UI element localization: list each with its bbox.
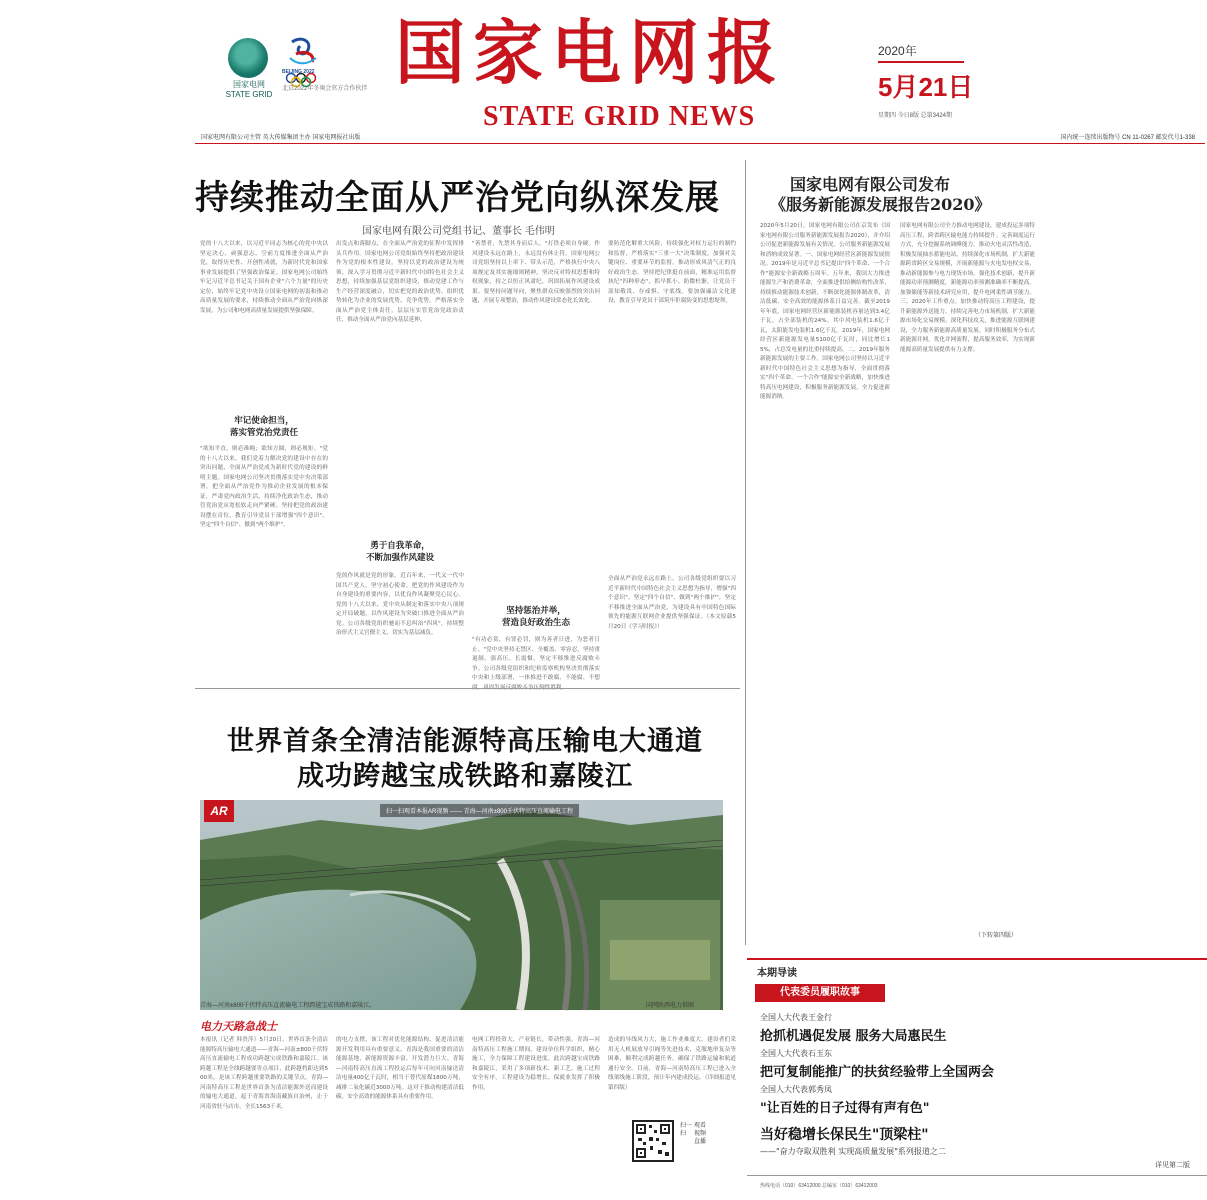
guide-item-headline[interactable]: 抢抓机遇促发展 服务大局惠民生 bbox=[760, 1029, 947, 1044]
date-day: 5月21日 bbox=[878, 72, 974, 102]
guide-item[interactable] bbox=[760, 1122, 946, 1157]
newspaper-title-english: STATE GRID NEWS bbox=[483, 101, 756, 132]
article-2-column-2 bbox=[900, 222, 1035, 927]
article-1-col3-text: "善禁者，先禁其身而后人。"打铁必须自身硬。作风建设永远在路上，永远没有休止符。国家电网公司党组坚持以上率下、带头示范，严格执行中央八项规定及其实施细则精神，坚决反对特权思想和特权现象，持之以恒正风肃纪，巩固拓展作风建设成果。要坚持问题导向，聚焦群众反映强烈的突出问题，开展专项整治，推动作风建设常态化长效化。 bbox=[472, 241, 600, 304]
article-1-col1-text: 党的十八大以来，以习近平同志为核心的党中央以坚定决心、顽强意志、空前力度推进全面从严治党，取得历史性、开创性成就，为新时代党和国家事业发展提供了坚强政治保证。国家电网公司始终牢记习近平总书记关于国有企业"六个力量"的历史定位，始终牢记党中央设立国家电网的初衷和推动高质量发展的要求，持续推动全面从严治党向纵深发展，为公司和电网高质量发展提供坚强保障。 bbox=[200, 241, 328, 314]
qr-label-2: 观看视频直播 bbox=[694, 1123, 707, 1145]
article-divider bbox=[195, 688, 740, 689]
article-1-column-2b bbox=[336, 572, 464, 680]
guide-item[interactable] bbox=[760, 1012, 947, 1044]
article-1-column-3 bbox=[472, 240, 600, 600]
article-1-byline: 国家电网有限公司党组书记、董事长 毛伟明 bbox=[362, 226, 555, 237]
article-1-col2b-text: 党的作风就是党的形象。近百年来，一代又一代中国共产党人，坚守初心使命，把党的作风建设作为自身建设的重要内容，以优良作风凝聚党心民心。党的十八大以来，党中央从制定和落实中央八项规定开局破题，以作风建设为突破口推进全面从严治党。公司各级党组织驰而不息纠治"四风"，持续整治形式主义官僚主义，切实为基层减负。 bbox=[336, 573, 464, 636]
article-1-column-3b bbox=[472, 636, 600, 680]
beijing-2022-emblem-icon bbox=[282, 36, 328, 86]
state-grid-logo-text: 国家电网 STATE GRID bbox=[225, 80, 273, 99]
beijing-2022-logo-text: BEIJING 2022 bbox=[282, 69, 315, 75]
guide-item-headline[interactable]: "让百姓的日子过得有声有色" bbox=[760, 1101, 930, 1116]
footer-info: 热线电话（010）63412000 总编室（010）63412003 bbox=[760, 1183, 878, 1189]
issue-info: 星期四 今日8版 总第3424期 bbox=[878, 113, 953, 119]
river-valley-photo bbox=[200, 800, 723, 1010]
article-3-column-tag: 电力天路急战士 bbox=[200, 1020, 277, 1033]
guide-item-kicker: 全国人大代表郭秀凤 bbox=[760, 1085, 832, 1094]
article-1-col4-text: 要防范化解重大风险，持续强化对权力运行的制约和监督，严格落实"三重一大"决策制度，加强对关键岗位、重要环节的监督，推动形成风清气正的良好政治生态。坚持把纪律挺在前面，精准运用监督执纪"四种形态"，抓早抓小、防微杜渐，让党员干部知敬畏、存戒惧、守底线。要加强廉洁文化建设，教育引导党员干部筑牢拒腐防变的思想堤坝。 bbox=[608, 241, 736, 304]
guide-badge: 代表委员履职故事 bbox=[755, 984, 885, 1002]
registration-info: 国内统一连续出版物号 CN 11-0267 邮发代号1-338 bbox=[1060, 135, 1195, 141]
article-3-column-3 bbox=[472, 1036, 600, 1196]
column-divider bbox=[745, 160, 746, 945]
article-2-continued[interactable]: （下转第四版） bbox=[975, 932, 1018, 939]
article-3-headline-line-1[interactable]: 世界首条全清洁能源特高压输电大通道 bbox=[227, 726, 703, 757]
article-1-column-4b bbox=[608, 575, 736, 680]
ar-badge[interactable]: AR bbox=[204, 800, 234, 822]
date-block bbox=[878, 42, 1008, 119]
date-year: 2020年 bbox=[878, 42, 964, 63]
article-1-column-4 bbox=[608, 240, 736, 570]
article-3-column-1 bbox=[200, 1036, 328, 1196]
publisher-info: 国家电网有限公司主管 英大传媒集团主办 国家电网报社出版 bbox=[201, 135, 361, 141]
guide-section bbox=[747, 958, 1207, 978]
article-1-column-1 bbox=[200, 240, 328, 410]
article-3-col4-text: 造成的导线风力大，施工作业难度大，建设者们采用无人机展放导引绳等先进技术，克服地形复杂等困难，顺利完成跨越任务，确保了铁路运输和航道通行安全。目前，青海—河南特高压工程已进入全线架线施工阶段，预计年内建成投运。（详细报道见第四版） bbox=[608, 1037, 736, 1091]
article-3-col2-text: 的电力支撑，该工程对优化能源结构、促进清洁能源开发利用具有重要意义。青海是我国重要的清洁能源基地，新能源资源丰富，开发潜力巨大。青海—河南特高压直流工程投运后每年可向河南输送清洁电量400亿千瓦时，相当于替代原煤1800万吨，减排二氧化碳近3000万吨。这对于推动构建清洁低碳、安全高效的能源体系具有重要作用。 bbox=[336, 1037, 464, 1100]
article-3-photo bbox=[200, 800, 723, 1010]
article-1-subhead-2: 勇于自我革命， 不断加强作风建设 bbox=[365, 541, 434, 563]
article-3-col1-text: 本报讯（记者 韩贵萍）5月20日，世界首条全清洁能源特高压输电大通道——青海—河南±800千伏特高压直流输电工程成功跨越宝成铁路和嘉陵江。该跨越工程是全线跨越要害点项目，此跨越档距达到500米，是该工程跨越重要铁路的关键节点。青海—河南特高压工程是世界首条为清洁能源外送而建设的输电大通道，起于青海省海南藏族自治州，止于河南省驻马店市，全长1563千米。 bbox=[200, 1037, 328, 1110]
photo-credit: 国网陕西电力供图 bbox=[646, 1003, 695, 1009]
article-2-kicker[interactable]: 国家电网有限公司发布 bbox=[790, 175, 951, 194]
guide-item-subhead: ——"奋力夺取双胜利 实现高质量发展"系列报道之二 bbox=[760, 1147, 946, 1156]
article-1-subhead-3: 坚持惩治并举， 营造良好政治生态 bbox=[501, 606, 570, 628]
article-2-col1-text: 2020年5月20日，国家电网有限公司在京发布《国家电网有限公司服务新能源发展报告2020》，并介绍公司促进新能源发展有关情况。公司服务新能源发展和消纳成效显著。一、国家电网经营区新能源发展情况。2019年是习近平总书记提出"四个革命、一个合作"能源安全新战略五周年。五年来，我国大力推进能源生产和消费革命，全面推进供给侧结构性改革，持续推动能源技术创新，不断深化能源体制改革，清洁低碳、安全高效的能源体系日益完善。截至2019年年底，国家电网经营区新能源装机容量达到3.4亿千瓦，占全部装机的24%。其中风电装机1.6亿千瓦，太阳能发电装机1.6亿千瓦。2019年，国家电网经营区新能源发电量5100亿千瓦时，同比增长15%，占总发电量的比重持续提高。二、2019年服务新能源发展的主要工作。国家电网公司坚持以习近平新时代中国特色社会主义思想为指导，全面贯彻落实"四个革命、一个合作"能源安全新战略，加快推进特高压电网建设，积极服务新能源发展，全力促进新能源消纳。 bbox=[760, 223, 890, 400]
newspaper-title: 国家电网报 bbox=[395, 11, 785, 94]
guide-section-title: 本期导读 bbox=[757, 968, 797, 979]
article-2-column-1 bbox=[760, 222, 890, 942]
article-3-col3-text: 电网工程投资大、产业链长，带动性强。青海—河南特高压工程施工期间，建设单位科学组织，精心施工，全力保障工程建设进度。此次跨越宝成铁路和嘉陵江，采用了多项新技术、新工艺，施工过程安全有序。工程建设为稳增长、保就业发挥了积极作用。 bbox=[472, 1037, 600, 1091]
article-1-column-2 bbox=[336, 240, 464, 530]
guide-item-headline[interactable]: 把可复制能推广的扶贫经验带上全国两会 bbox=[760, 1065, 995, 1080]
article-3-column-4 bbox=[608, 1036, 736, 1116]
article-1-col1b-text: "欲知平直，则必准绳；欲知方圆，则必规矩。"党的十八大以来，我们党着力解决党的建设中存在的突出问题，全面从严治党成为新时代党的建设的鲜明主题。国家电网公司坚决贯彻落实党中央决策部署，把全面从严治党作为推动企业发展的根本保证，严肃党内政治生活，持续净化政治生态，推动管党治党从宽松软走向严紧硬。坚持把党的政治建设摆在首位，教育引导党员干部增强"四个意识"、坚定"四个自信"、做到"两个维护"。 bbox=[200, 446, 328, 528]
guide-item[interactable] bbox=[760, 1084, 930, 1116]
qr-label-1: 扫一扫 bbox=[680, 1123, 693, 1137]
article-3-column-2 bbox=[336, 1036, 464, 1196]
guide-item[interactable] bbox=[760, 1048, 994, 1080]
guide-item-kicker: 全国人大代表石玉东 bbox=[760, 1049, 832, 1058]
article-2-headline[interactable]: 《服务新能源发展报告2020》 bbox=[770, 195, 991, 214]
article-3-headline-line-2[interactable]: 成功跨越宝成铁路和嘉陵江 bbox=[297, 761, 633, 792]
guide-item-headline[interactable]: 当好稳增长保民生"顶梁柱" bbox=[760, 1127, 929, 1143]
publisher-strip bbox=[195, 128, 1205, 144]
article-1-col2-text: 出发点和落脚点，在全面从严治党的征程中发挥排头兵作用。国家电网公司党组始终坚持把政治建设作为党的根本性建设，坚持以党的政治建设为统领，深入学习贯彻习近平新时代中国特色社会主义思想，持续加强基层党组织建设，推动党建工作与生产经营深度融合，切实把党的政治优势、组织优势转化为企业的发展优势、竞争优势。严格落实全面从严治党主体责任，层层压实管党治党政治责任，推动全面从严治党向基层延伸。 bbox=[336, 241, 464, 323]
article-1-column-1b bbox=[200, 445, 328, 680]
qr-code[interactable] bbox=[632, 1120, 674, 1162]
article-1-col4b-text: 全面从严治党永远在路上。公司各级党组织要以习近平新时代中国特色社会主义思想为指导，增强"四个意识"、坚定"四个自信"、做到"两个维护"，坚定不移推进全面从严治党，为建设具有中国特色国际领先的能源互联网企业提供坚强保证。（本文原载5月20日《学习时报》） bbox=[608, 576, 736, 630]
article-2-col2-text: 国家电网有限公司全力推动电网建设，建成投运多项特高压工程，跨省跨区输电能力持续提升。完善调度运行方式，充分挖掘系统调峰能力，推动火电灵活性改造，积极发展抽水蓄能电站。持续深化市场机制，扩大新能源跨省跨区交易规模，开展新能源与火电发电权交易，推动新能源参与电力现货市场。强化技术创新，提升新能源功率预测精度，新能源功率预测准确率不断提高。加强储能等新技术研究应用，提升电网柔性调节能力。三、2020年工作重点。加快推动特高压工程建设，提升新能源外送能力。持续完善电力市场机制，扩大新能源市场化交易规模。深化科技攻关，推进能源互联网建设，全力服务新能源高质量发展。同时积极服务分布式新能源并网，优化并网流程，提高服务效率，为实现新能源高质量发展提供有力支撑。 bbox=[900, 223, 1035, 353]
guide-item-kicker: 全国人大代表王金行 bbox=[760, 1013, 832, 1022]
footer-divider bbox=[747, 1175, 1207, 1176]
qr-code-icon bbox=[634, 1122, 672, 1160]
article-1-headline[interactable]: 持续推动全面从严治党向纵深发展 bbox=[195, 178, 720, 218]
guide-page-reference[interactable]: 详见第二版 bbox=[1155, 1161, 1190, 1169]
photo-caption-top: 扫一扫观看本报AR视频 —— 青海—河南±800千伏特高压直流输电工程 bbox=[380, 804, 579, 817]
article-1-subhead-1: 牢记使命担当， 落实管党治党责任 bbox=[229, 416, 298, 438]
state-grid-logo bbox=[228, 38, 268, 78]
article-1-col3b-text: "有功必赏，有罪必罚，则为善者日进，为恶者日止。"党中央坚持无禁区、全覆盖、零容忍，坚持重遏制、强高压、长震慑，坚定不移推进反腐败斗争。公司各级党组织和纪检监察机构坚决贯彻落实中央和上级部署，一体推进不敢腐、不能腐、不想 bbox=[472, 637, 600, 681]
photo-caption: 青海—河南±800千伏特高压直流输电工程跨越宝成铁路和嘉陵江。 bbox=[200, 1003, 376, 1009]
beijing-2022-logo bbox=[282, 36, 328, 86]
sponsor-text: 北京2022年冬奥会官方合作伙伴 bbox=[282, 86, 368, 92]
